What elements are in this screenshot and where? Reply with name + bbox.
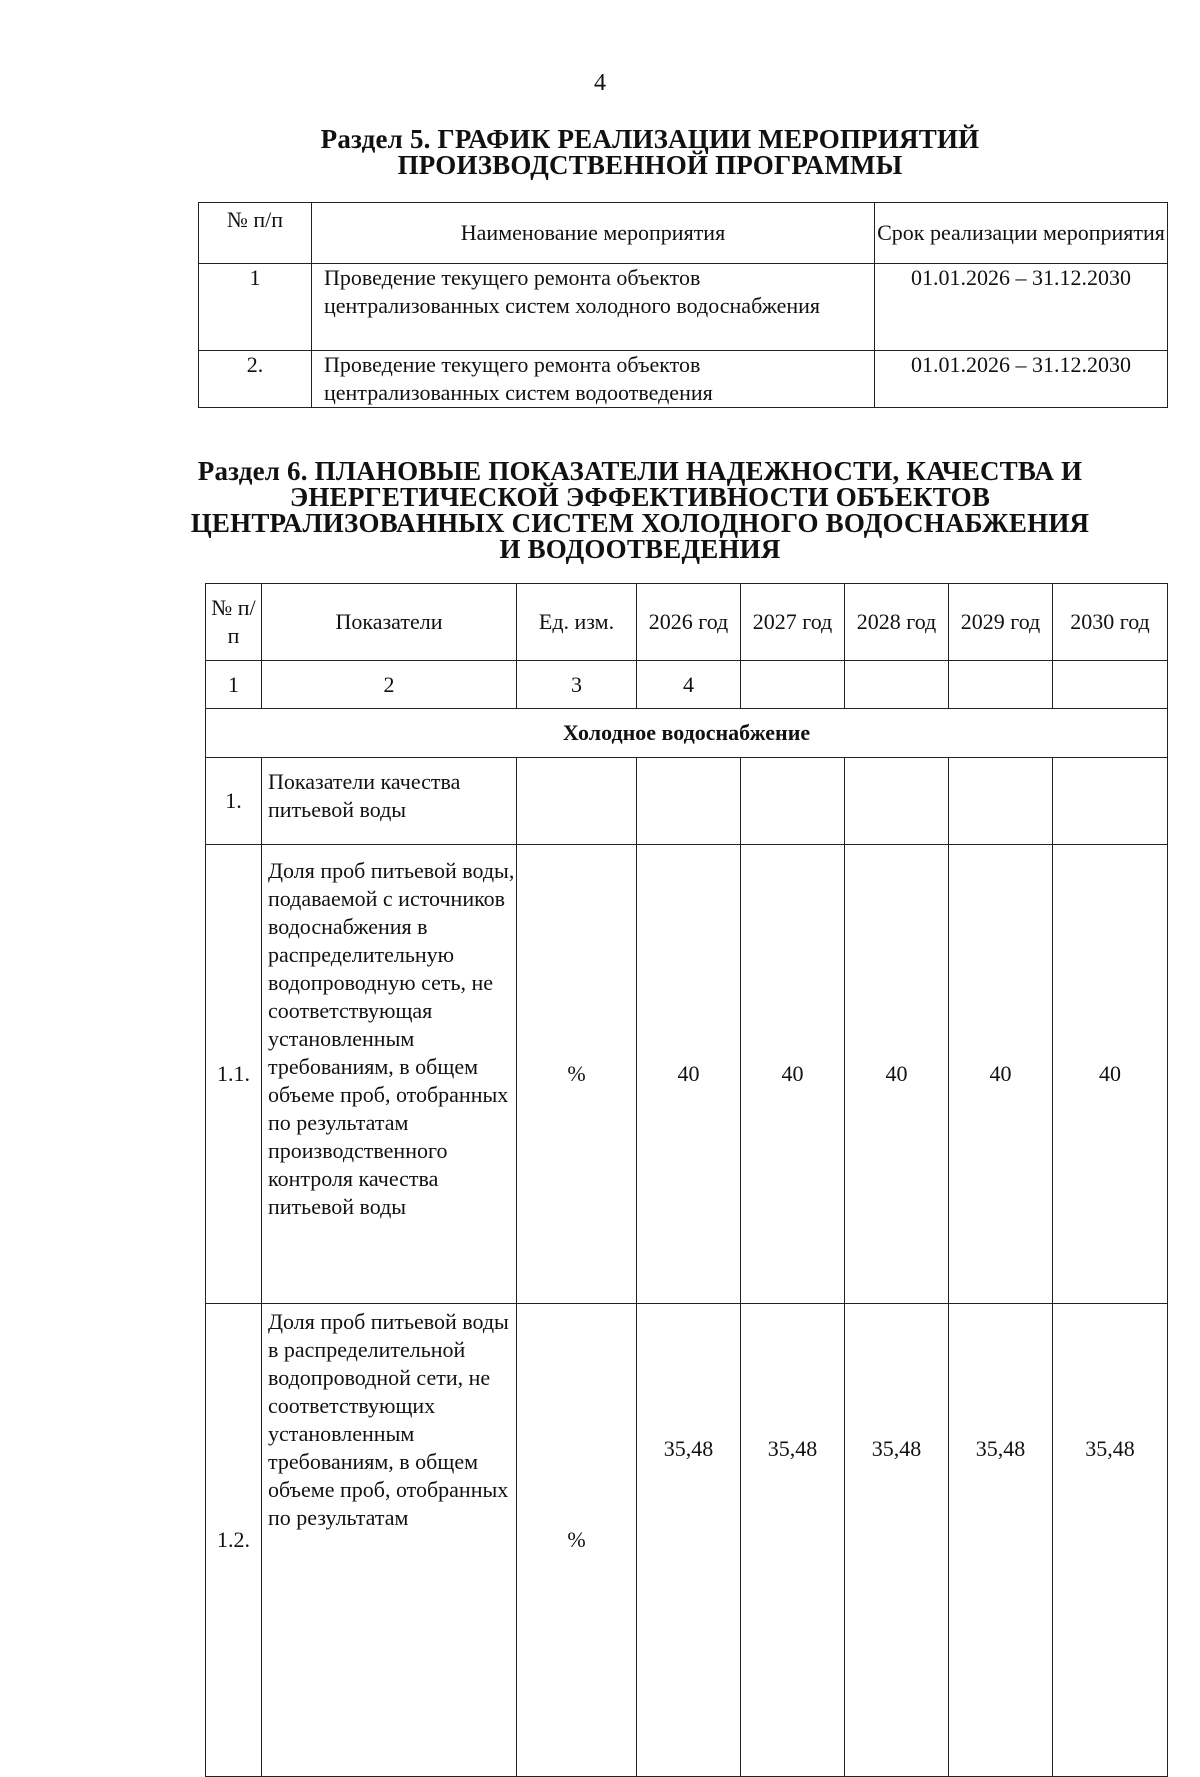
header-year: 2027 год bbox=[741, 584, 845, 661]
header-num: № п/п bbox=[206, 584, 262, 661]
column-number: 4 bbox=[637, 661, 741, 709]
cell-unit bbox=[517, 758, 637, 845]
cell-value: 40 bbox=[741, 845, 845, 1304]
group-title: Холодное водоснабжение bbox=[206, 709, 1168, 758]
schedule-table bbox=[198, 202, 1168, 408]
section5-title-line: Раздел 5. ГРАФИК РЕАЛИЗАЦИИ МЕРОПРИЯТИЙ bbox=[320, 124, 980, 154]
cell-value: 40 bbox=[637, 845, 741, 1304]
section6-title-line: ЦЕНТРАЛИЗОВАННЫХ СИСТЕМ ХОЛОДНОГО ВОДОСНАБЖЕНИЯ bbox=[190, 508, 1090, 538]
table-row bbox=[199, 264, 1168, 351]
indicators-table bbox=[205, 583, 1168, 1777]
cell-value bbox=[1053, 758, 1168, 845]
header-year: 2030 год bbox=[1053, 584, 1168, 661]
cell-num: 1.2. bbox=[206, 1304, 262, 1777]
cell-name: Проведение текущего ремонта объектов централизованных систем холодного водоснабжения bbox=[312, 264, 875, 351]
cell-num: 1. bbox=[206, 758, 262, 845]
cell-name: Показатели качества питьевой воды bbox=[262, 758, 517, 845]
group-row bbox=[206, 709, 1168, 758]
section6-title-line: И ВОДООТВЕДЕНИЯ bbox=[499, 534, 781, 564]
column-number bbox=[845, 661, 949, 709]
column-number bbox=[1053, 661, 1168, 709]
cell-value: 35,48 bbox=[741, 1304, 845, 1777]
page-number: 4 bbox=[594, 70, 606, 96]
cell-value bbox=[637, 758, 741, 845]
cell-value bbox=[741, 758, 845, 845]
section6-title-line: Раздел 6. ПЛАНОВЫЕ ПОКАЗАТЕЛИ НАДЕЖНОСТИ, КАЧЕСТВА И bbox=[197, 456, 1083, 486]
table-row bbox=[206, 758, 1168, 845]
cell-unit: % bbox=[517, 845, 637, 1304]
section5-title bbox=[290, 126, 1010, 178]
table-row bbox=[206, 1304, 1168, 1777]
cell-value bbox=[845, 758, 949, 845]
cell-value: 40 bbox=[949, 845, 1053, 1304]
column-number: 3 bbox=[517, 661, 637, 709]
header-indicator: Показатели bbox=[262, 584, 517, 661]
table-header-row bbox=[199, 203, 1168, 264]
column-numbers-row bbox=[206, 661, 1168, 709]
cell-unit: % bbox=[517, 1304, 637, 1777]
header-unit: Ед. изм. bbox=[517, 584, 637, 661]
cell-period: 01.01.2026 – 31.12.2030 bbox=[875, 264, 1168, 351]
cell-num: 2. bbox=[199, 351, 312, 408]
cell-num: 1.1. bbox=[206, 845, 262, 1304]
cell-value bbox=[949, 758, 1053, 845]
section5-title-line: ПРОИЗВОДСТВЕННОЙ ПРОГРАММЫ bbox=[397, 150, 903, 180]
header-year: 2026 год bbox=[637, 584, 741, 661]
cell-value: 35,48 bbox=[637, 1304, 741, 1777]
column-number bbox=[741, 661, 845, 709]
column-number: 2 bbox=[262, 661, 517, 709]
cell-value: 40 bbox=[845, 845, 949, 1304]
header-year: 2029 год bbox=[949, 584, 1053, 661]
section6-title-line: ЭНЕРГЕТИЧЕСКОЙ ЭФФЕКТИВНОСТИ ОБЪЕКТОВ bbox=[289, 482, 991, 512]
cell-value: 35,48 bbox=[949, 1304, 1053, 1777]
cell-period: 01.01.2026 – 31.12.2030 bbox=[875, 351, 1168, 408]
table-header-row bbox=[206, 584, 1168, 661]
header-term: Срок реализации мероприятия bbox=[875, 203, 1168, 264]
column-number: 1 bbox=[206, 661, 262, 709]
table-row bbox=[199, 351, 1168, 408]
header-num: № п/п bbox=[199, 203, 312, 264]
cell-name: Доля проб питьевой воды в распределительной водопроводной сети, не соответствующих установленным требованиям, в общем объеме проб, отобранных по результатам bbox=[262, 1304, 517, 1777]
table-row bbox=[206, 845, 1168, 1304]
column-number bbox=[949, 661, 1053, 709]
section6-title bbox=[190, 458, 1090, 562]
cell-value: 40 bbox=[1053, 845, 1168, 1304]
cell-value: 35,48 bbox=[845, 1304, 949, 1777]
header-name: Наименование мероприятия bbox=[312, 203, 875, 264]
cell-value: 35,48 bbox=[1053, 1304, 1168, 1777]
cell-num: 1 bbox=[199, 264, 312, 351]
header-year: 2028 год bbox=[845, 584, 949, 661]
cell-name: Проведение текущего ремонта объектов централизованных систем водоотведения bbox=[312, 351, 875, 408]
cell-name: Доля проб питьевой воды, подаваемой с источников водоснабжения в распределительную водопроводную сеть, не соответствующая установленным требованиям, в общем объеме проб, отобранных по результатам производственного контроля качества питьевой воды bbox=[262, 845, 517, 1304]
